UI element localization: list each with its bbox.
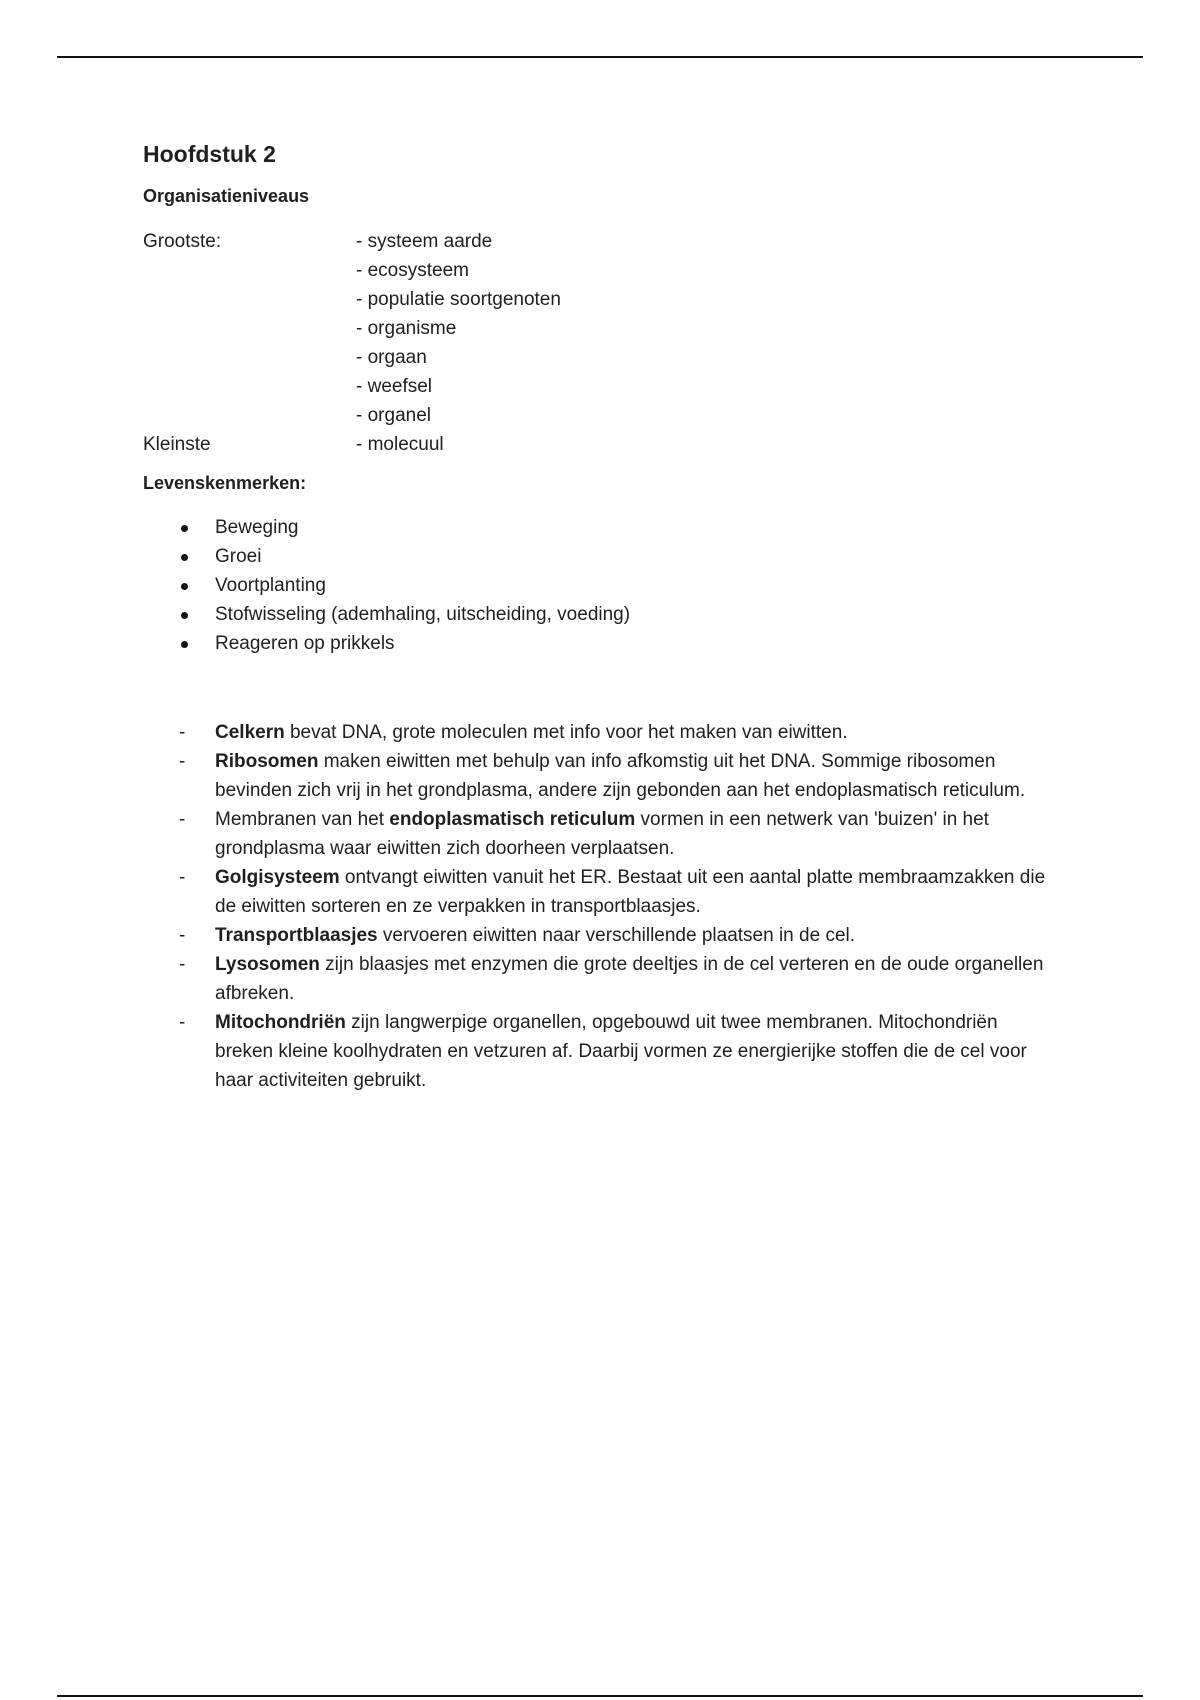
organisatie-item: - organel [356, 405, 431, 427]
dash-marker: - [179, 924, 186, 946]
organisatie-item: - systeem aarde [356, 231, 493, 253]
organisatie-row [143, 401, 1063, 430]
organel-term: Ribosomen [215, 750, 319, 772]
organisatie-label: Kleinste [143, 434, 211, 456]
page-title: Hoofdstuk 2 [143, 141, 276, 167]
organel-term: Golgisysteem [215, 866, 340, 888]
page-content [143, 141, 1063, 1095]
dash-marker: - [179, 750, 186, 772]
organel-text-post: zijn blaasjes met enzymen die grote deeltjes in de cel verteren en de oude organellen afbreken. [215, 953, 1044, 1004]
organel-term: Transportblaasjes [215, 924, 378, 946]
organisatie-row [143, 314, 1063, 343]
organel-text-post: maken eiwitten met behulp van info afkomstig uit het DNA. Sommige ribosomen bevinden zich vrij in het grondplasma, andere zijn gebonden aan het endoplasmatisch reticulum. [215, 750, 1026, 801]
organel-term: Lysosomen [215, 953, 320, 975]
organel-text-pre: Membranen van het [215, 808, 390, 830]
organisatie-row [143, 256, 1063, 285]
organel-term: endoplasmatisch reticulum [389, 808, 636, 830]
organel-text-post: bevat DNA, grote moleculen met info voor het maken van eiwitten. [284, 721, 848, 743]
organisatie-label [143, 372, 356, 401]
levenskenmerken-list [143, 513, 1063, 658]
dash-marker: - [179, 866, 186, 888]
organisatie-row [143, 372, 1063, 401]
organisatie-row [143, 343, 1063, 372]
levenskenmerk-item: Beweging [143, 513, 1063, 542]
header-rule [57, 56, 1143, 58]
dash-marker: - [179, 953, 186, 975]
organisatie-item: - ecosysteem [356, 260, 469, 282]
organel-item [143, 921, 1053, 950]
organisatie-label [143, 256, 356, 285]
organel-item [143, 1008, 1053, 1095]
organisatie-row [143, 285, 1063, 314]
organel-item [143, 863, 1053, 921]
organisatie-item: - populatie soortgenoten [356, 289, 561, 311]
levenskenmerken-heading: Levenskenmerken: [143, 473, 307, 494]
organel-term: Celkern [215, 721, 285, 743]
levenskenmerk-item: Groei [143, 542, 1063, 571]
organisatie-label [143, 314, 356, 343]
organel-item [143, 805, 1053, 863]
organel-text-post: vormen in een netwerk van 'buizen' in het grondplasma waar eiwitten zich doorheen verplaatsen. [215, 808, 989, 859]
dash-marker: - [179, 808, 186, 830]
organisatie-item: - weefsel [356, 376, 433, 398]
dash-marker: - [179, 721, 186, 743]
dash-marker: - [179, 1011, 186, 1033]
organisatie-row [143, 430, 1063, 459]
organel-item [143, 747, 1053, 805]
organisatie-label [143, 285, 356, 314]
levenskenmerk-item: Stofwisseling (ademhaling, uitscheiding, voeding) [143, 600, 1063, 629]
organisatie-item: - organisme [356, 318, 457, 340]
organisatie-label [143, 401, 356, 430]
organel-item [143, 718, 1053, 747]
footer-rule [57, 1695, 1143, 1697]
organel-text-post: zijn langwerpige organellen, opgebouwd uit twee membranen. Mitochondriën breken kleine koolhydraten en vetzuren af. Daarbij vormen ze energierijke stoffen die de cel voor haar activiteiten gebruikt. [215, 1011, 1027, 1091]
organisatie-label [143, 343, 356, 372]
organel-text-post: vervoeren eiwitten naar verschillende plaatsen in de cel. [377, 924, 856, 946]
organisatie-row [143, 227, 1063, 256]
organisatie-item: - molecuul [356, 434, 444, 456]
levenskenmerk-item: Reageren op prikkels [143, 629, 1063, 658]
organellen-list [143, 718, 1053, 1095]
organisatie-heading: Organisatieniveaus [143, 185, 310, 206]
organel-item [143, 950, 1053, 1008]
organel-term: Mitochondriën [215, 1011, 346, 1033]
organisatie-label: Grootste: [143, 231, 222, 253]
levenskenmerk-item: Voortplanting [143, 571, 1063, 600]
organisatie-item: - orgaan [356, 347, 427, 369]
organel-text-post: ontvangt eiwitten vanuit het ER. Bestaat uit een aantal platte membraamzakken die de eiwitten sorteren en ze verpakken in transportblaasjes. [215, 866, 1046, 917]
organisatie-table [143, 227, 1063, 459]
